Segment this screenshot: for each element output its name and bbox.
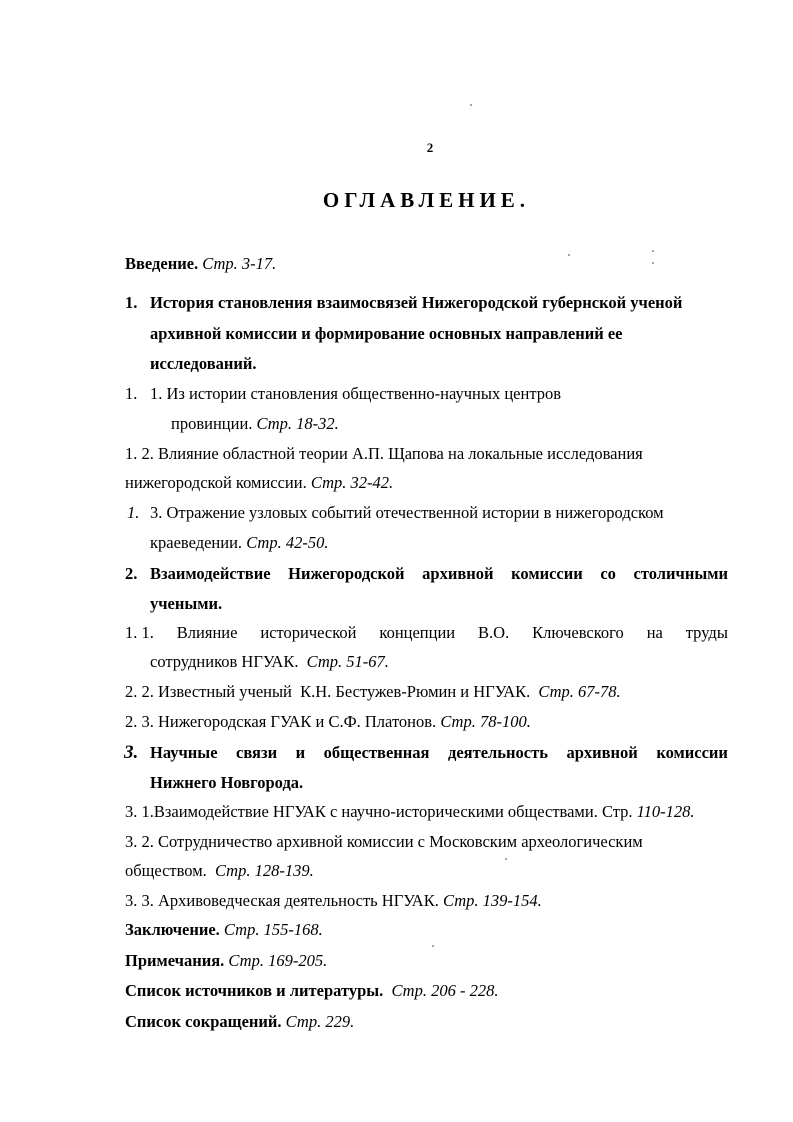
chapter-2-word: столичными bbox=[633, 564, 728, 583]
section-1-2-line1: 1. 2. Влияние областной теории А.П. Щапова на локальные исследования bbox=[125, 444, 643, 463]
abbrev-label: Список сокращений. bbox=[125, 1012, 282, 1031]
section-3-3-pages: Стр. 139-154. bbox=[442, 891, 542, 910]
section-1-3-line2 bbox=[150, 533, 328, 553]
chapter-2-number: 2. bbox=[125, 564, 138, 583]
page-title: ОГЛАВЛЕНИЕ. bbox=[322, 188, 531, 212]
chapter-3-number: 3. bbox=[124, 742, 139, 763]
section-1-3-pages: Стр. 42-50. bbox=[246, 533, 329, 552]
section-1-1-line1: 1. Из истории становления общественно-научных центров bbox=[150, 384, 562, 403]
section-3-1 bbox=[125, 802, 695, 822]
section-1-3-number: 1. bbox=[127, 503, 140, 522]
scan-speck bbox=[470, 104, 472, 106]
section-1-1-line2-text: провинции. bbox=[171, 414, 253, 433]
chapter-1-title-line3: исследований. bbox=[150, 354, 257, 373]
page-number: 2 bbox=[426, 140, 434, 155]
scan-speck bbox=[432, 945, 434, 947]
section-3-1-text: 3. 1.Взаимодействие НГУАК с научно-историческими обществами. Стр. bbox=[125, 802, 633, 821]
sources-label: Список источников и литературы. bbox=[125, 981, 384, 1000]
section-1-1-line2 bbox=[171, 414, 339, 434]
section-1-1-number: 1. bbox=[125, 384, 138, 403]
chapter-3-word: комиссии bbox=[656, 743, 728, 762]
section-2-1-line2 bbox=[150, 652, 389, 672]
intro-pages: Стр. 3-17. bbox=[202, 254, 277, 273]
section-2-3 bbox=[125, 712, 531, 732]
section-2-1-pages: Стр. 51-67. bbox=[306, 652, 389, 671]
chapter-3-title-line2: Нижнего Новгорода. bbox=[150, 773, 304, 792]
section-2-1-word: исторической bbox=[260, 623, 357, 642]
toc-intro bbox=[125, 254, 276, 274]
chapter-2-word: Нижегородской bbox=[288, 564, 405, 583]
chapter-1-number: 1. bbox=[125, 293, 138, 312]
sources-pages: Стр. 206 - 228. bbox=[391, 981, 499, 1000]
section-3-3-text: 3. 3. Архивоведческая деятельность НГУАК. bbox=[125, 891, 439, 910]
conclusion-label: Заключение. bbox=[125, 920, 220, 939]
section-1-3-line2-text: краеведении. bbox=[150, 533, 243, 552]
toc-notes bbox=[125, 951, 327, 971]
section-1-1-pages: Стр. 18-32. bbox=[256, 414, 339, 433]
section-1-2-line2 bbox=[125, 473, 393, 493]
section-2-3-text: 2. 3. Нижегородская ГУАК и С.Ф. Платонов. bbox=[125, 712, 437, 731]
chapter-3-word: и bbox=[295, 743, 306, 762]
chapter-3-word: связи bbox=[236, 743, 278, 762]
section-3-1-pages: 110-128. bbox=[636, 802, 695, 821]
chapter-3-word: общественная bbox=[323, 743, 430, 762]
section-2-1-word: труды bbox=[685, 623, 728, 642]
chapter-2-word: комиссии bbox=[511, 564, 583, 583]
section-2-1-word: В.О. bbox=[478, 623, 510, 642]
section-1-2-line2-text: нижегородской комиссии. bbox=[125, 473, 307, 492]
chapter-2-title-line2: учеными. bbox=[150, 594, 223, 613]
notes-label: Примечания. bbox=[125, 951, 225, 970]
section-3-2-pages: Стр. 128-139. bbox=[214, 861, 314, 880]
section-2-2-pages: Стр. 67-78. bbox=[538, 682, 621, 701]
section-3-2-line1: 3. 2. Сотрудничество архивной комиссии с Московским археологическим bbox=[125, 832, 643, 851]
toc-abbreviations bbox=[125, 1012, 354, 1032]
section-2-2-text: 2. 2. Известный ученый К.Н. Бестужев-Рюмин и НГУАК. bbox=[125, 682, 531, 701]
chapter-2-word: архивной bbox=[422, 564, 494, 583]
section-3-3 bbox=[125, 891, 542, 911]
section-2-2 bbox=[125, 682, 621, 702]
conclusion-pages: Стр. 155-168. bbox=[223, 920, 323, 939]
section-1-2-pages: Стр. 32-42. bbox=[310, 473, 394, 492]
chapter-3-title-line1 bbox=[150, 743, 728, 763]
section-3-2-line2 bbox=[125, 861, 314, 881]
scan-speck bbox=[652, 250, 654, 252]
chapter-2-word: со bbox=[600, 564, 616, 583]
chapter-3-word: архивной bbox=[566, 743, 638, 762]
chapter-1-title-line2: архивной комиссии и формирование основных направлений ее bbox=[150, 324, 623, 343]
section-2-1-word: концепции bbox=[379, 623, 456, 642]
section-2-3-pages: Стр. 78-100. bbox=[440, 712, 531, 731]
section-2-1-line2-text: сотрудников НГУАК. bbox=[150, 652, 299, 671]
chapter-2-title-line1 bbox=[150, 564, 728, 584]
section-2-1-word: на bbox=[646, 623, 663, 642]
section-1-3-line1: 3. Отражение узловых событий отечественной истории в нижегородском bbox=[150, 503, 664, 522]
chapter-3-word: Научные bbox=[150, 743, 218, 762]
chapter-3-word: деятельность bbox=[448, 743, 548, 762]
section-2-1-word: Влияние bbox=[176, 623, 238, 642]
section-2-1-line1 bbox=[125, 623, 728, 643]
scan-speck bbox=[568, 254, 570, 256]
toc-sources bbox=[125, 981, 498, 1001]
scan-speck bbox=[652, 262, 654, 264]
notes-pages: Стр. 169-205. bbox=[228, 951, 328, 970]
scan-speck bbox=[505, 858, 507, 860]
chapter-2-word: Взаимодействие bbox=[150, 564, 271, 583]
abbrev-pages: Стр. 229. bbox=[285, 1012, 355, 1031]
section-2-1-word: 1. 1. bbox=[125, 623, 154, 642]
toc-conclusion bbox=[125, 920, 323, 940]
section-3-2-line2-text: обществом. bbox=[125, 861, 207, 880]
chapter-1-title-line1: История становления взаимосвязей Нижегородской губернской ученой bbox=[150, 293, 683, 312]
intro-label: Введение. bbox=[125, 254, 199, 273]
section-2-1-word: Ключевского bbox=[532, 623, 624, 642]
